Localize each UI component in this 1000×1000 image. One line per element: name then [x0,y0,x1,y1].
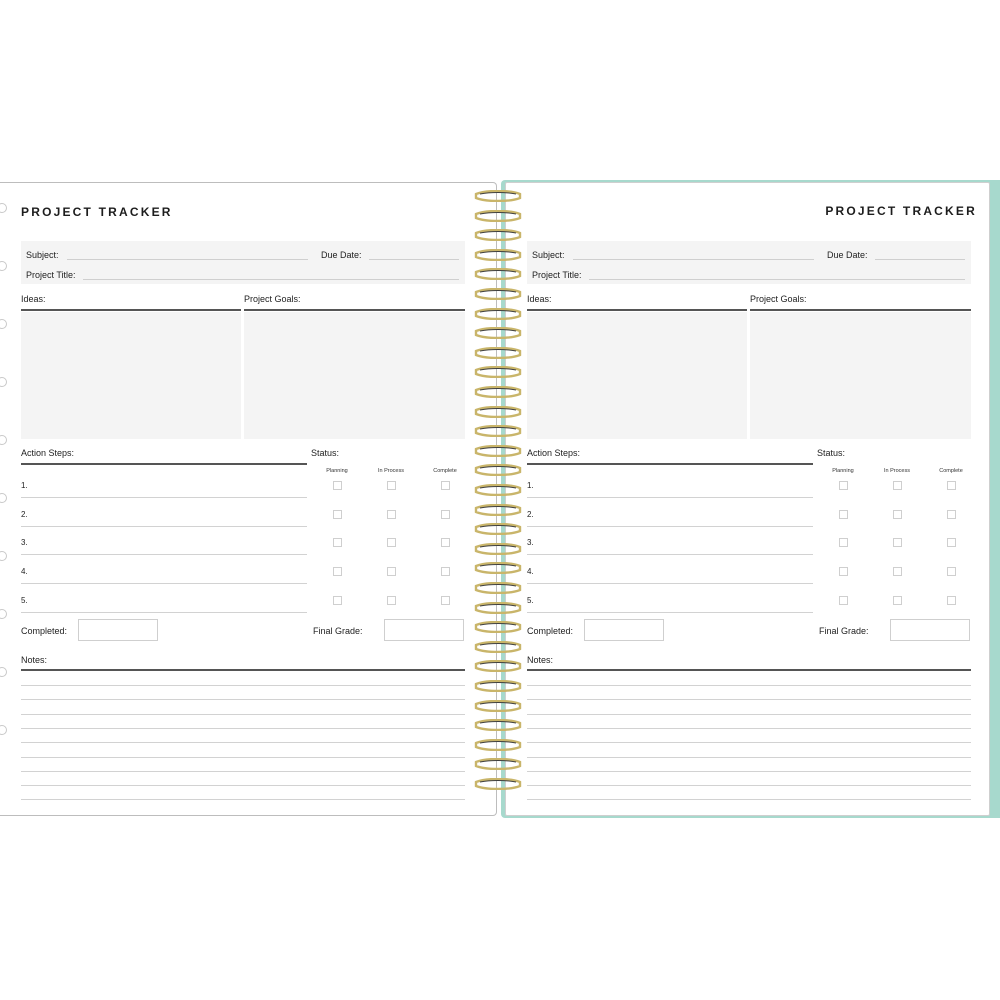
spiral-coil [472,327,524,339]
step-4-planning-checkbox[interactable] [333,567,342,576]
project-title-label: Project Title: [532,270,582,280]
step-3-in-process-checkbox[interactable] [387,538,396,547]
step-1-in-process-checkbox[interactable] [387,481,396,490]
step-line[interactable] [21,583,307,584]
right-page [505,182,990,816]
step-number: 2. [527,509,534,519]
spiral-coil [472,641,524,653]
notes-line[interactable] [21,699,465,700]
step-1-planning-checkbox[interactable] [839,481,848,490]
due-date-field[interactable] [875,259,965,260]
step-number: 2. [21,509,28,519]
step-line[interactable] [21,526,307,527]
completed-box[interactable] [78,619,158,641]
spiral-coil [472,425,524,437]
due-date-label: Due Date: [827,250,868,260]
subject-label: Subject: [532,250,565,260]
spiral-coil [472,778,524,790]
binder-hole [0,261,7,271]
notes-line[interactable] [21,771,465,772]
spiral-coil [472,758,524,770]
step-2-planning-checkbox[interactable] [333,510,342,519]
spiral-coil [472,739,524,751]
step-line[interactable] [527,497,813,498]
notes-line[interactable] [527,714,971,715]
step-1-in-process-checkbox[interactable] [893,481,902,490]
spiral-coil [472,308,524,320]
step-number: 5. [527,595,534,605]
header-fields-band [21,241,465,284]
notes-line[interactable] [527,699,971,700]
step-4-planning-checkbox[interactable] [839,567,848,576]
binder-hole [0,319,7,329]
ideas-label: Ideas: [527,294,552,304]
binder-hole [0,493,7,503]
notes-line[interactable] [21,714,465,715]
notes-line[interactable] [527,799,971,800]
notes-line[interactable] [527,685,971,686]
step-number: 1. [21,481,28,490]
step-4-in-process-checkbox[interactable] [387,567,396,576]
project-goals-box[interactable] [244,312,465,439]
ideas-rule [527,309,747,311]
notes-rule [21,669,465,671]
step-number: 3. [21,538,28,548]
spiral-coil [472,210,524,222]
left-page [0,182,497,816]
project-goals-box[interactable] [750,312,971,439]
step-1-complete-checkbox[interactable] [947,481,956,490]
spiral-coil [472,464,524,476]
step-2-in-process-checkbox[interactable] [387,510,396,519]
step-4-in-process-checkbox[interactable] [893,567,902,576]
completed-box[interactable] [584,619,664,641]
step-line[interactable] [527,612,813,613]
project-title-field[interactable] [589,279,965,280]
project-goals-label: Project Goals: [244,294,301,304]
notes-line[interactable] [21,742,465,743]
notes-line[interactable] [21,785,465,786]
ideas-label: Ideas: [21,294,46,304]
status-column-planning: Planning [326,468,348,474]
binder-hole [0,551,7,561]
status-column-in-process: In Process [884,468,910,474]
action-steps-label: Action Steps: [21,448,75,458]
spiral-coil [472,484,524,496]
step-2-planning-checkbox[interactable] [839,510,848,519]
binder-hole [0,667,7,677]
notes-line[interactable] [21,757,465,758]
final-grade-label: Final Grade: [819,626,869,636]
step-line[interactable] [527,554,813,555]
step-2-complete-checkbox[interactable] [441,510,450,519]
spiral-coil [472,543,524,555]
completed-label: Completed: [527,626,574,636]
status-column-planning: Planning [832,468,854,474]
binder-hole [0,435,7,445]
step-line[interactable] [527,583,813,584]
step-line[interactable] [21,554,307,555]
step-2-complete-checkbox[interactable] [947,510,956,519]
spiral-coil [472,562,524,574]
step-5-planning-checkbox[interactable] [333,596,342,605]
spiral-coil [472,523,524,535]
status-label: Status: [817,448,846,458]
goals-rule [750,309,971,311]
step-number: 4. [21,567,28,577]
binder-hole [0,725,7,735]
subject-label: Subject: [26,250,59,260]
notes-line[interactable] [527,742,971,743]
step-3-complete-checkbox[interactable] [947,538,956,547]
step-number: 1. [527,481,534,490]
step-3-complete-checkbox[interactable] [441,538,450,547]
step-line[interactable] [527,526,813,527]
spiral-coil [472,445,524,457]
step-5-in-process-checkbox[interactable] [893,596,902,605]
action-steps-rule [527,463,813,465]
subject-field[interactable] [67,259,308,260]
status-column-complete: Complete [939,468,963,474]
page-title: PROJECT TRACKER [21,205,173,219]
step-4-complete-checkbox[interactable] [441,567,450,576]
page-title: PROJECT TRACKER [825,204,977,218]
step-line[interactable] [21,612,307,613]
notes-line[interactable] [527,728,971,729]
step-number: 5. [21,595,28,605]
step-2-in-process-checkbox[interactable] [893,510,902,519]
ideas-box[interactable] [527,312,747,439]
status-column-in-process: In Process [378,468,404,474]
spiral-coil [472,621,524,633]
header-fields-band [527,241,971,284]
notes-line[interactable] [527,757,971,758]
step-number: 4. [527,567,534,577]
step-5-complete-checkbox[interactable] [441,596,450,605]
spiral-coil [472,288,524,300]
ideas-box[interactable] [21,312,241,439]
notes-line[interactable] [21,728,465,729]
step-5-in-process-checkbox[interactable] [387,596,396,605]
due-date-field[interactable] [369,259,459,260]
binder-hole [0,609,7,619]
notes-label: Notes: [527,655,554,665]
spiral-coil [472,366,524,378]
step-3-in-process-checkbox[interactable] [893,538,902,547]
spiral-coil [472,347,524,359]
status-column-complete: Complete [433,468,457,474]
spiral-binding [472,190,524,806]
due-date-label: Due Date: [321,250,362,260]
spiral-coil [472,602,524,614]
goals-rule [244,309,465,311]
step-5-complete-checkbox[interactable] [947,596,956,605]
spiral-coil [472,680,524,692]
notes-label: Notes: [21,655,48,665]
project-title-label: Project Title: [26,270,76,280]
status-label: Status: [311,448,340,458]
binder-hole [0,377,7,387]
notes-line[interactable] [21,799,465,800]
notes-line[interactable] [527,771,971,772]
step-3-planning-checkbox[interactable] [839,538,848,547]
step-number: 3. [527,538,534,548]
notes-line[interactable] [21,685,465,686]
notes-rule [527,669,971,671]
spiral-coil [472,229,524,241]
completed-label: Completed: [21,626,68,636]
step-3-planning-checkbox[interactable] [333,538,342,547]
binder-hole [0,203,7,213]
step-5-planning-checkbox[interactable] [839,596,848,605]
step-line[interactable] [21,497,307,498]
step-1-complete-checkbox[interactable] [441,481,450,490]
spiral-coil [472,249,524,261]
spiral-coil [472,268,524,280]
step-4-complete-checkbox[interactable] [947,567,956,576]
final-grade-box[interactable] [890,619,970,641]
action-steps-label: Action Steps: [527,448,581,458]
spiral-coil [472,406,524,418]
final-grade-label: Final Grade: [313,626,363,636]
spiral-coil [472,386,524,398]
notes-line[interactable] [527,785,971,786]
spiral-coil [472,700,524,712]
final-grade-box[interactable] [384,619,464,641]
spiral-coil [472,504,524,516]
project-goals-label: Project Goals: [750,294,807,304]
spiral-coil [472,190,524,202]
spiral-coil [472,719,524,731]
ideas-rule [21,309,241,311]
step-1-planning-checkbox[interactable] [333,481,342,490]
project-title-field[interactable] [83,279,459,280]
action-steps-rule [21,463,307,465]
subject-field[interactable] [573,259,814,260]
spiral-coil [472,582,524,594]
spiral-coil [472,660,524,672]
